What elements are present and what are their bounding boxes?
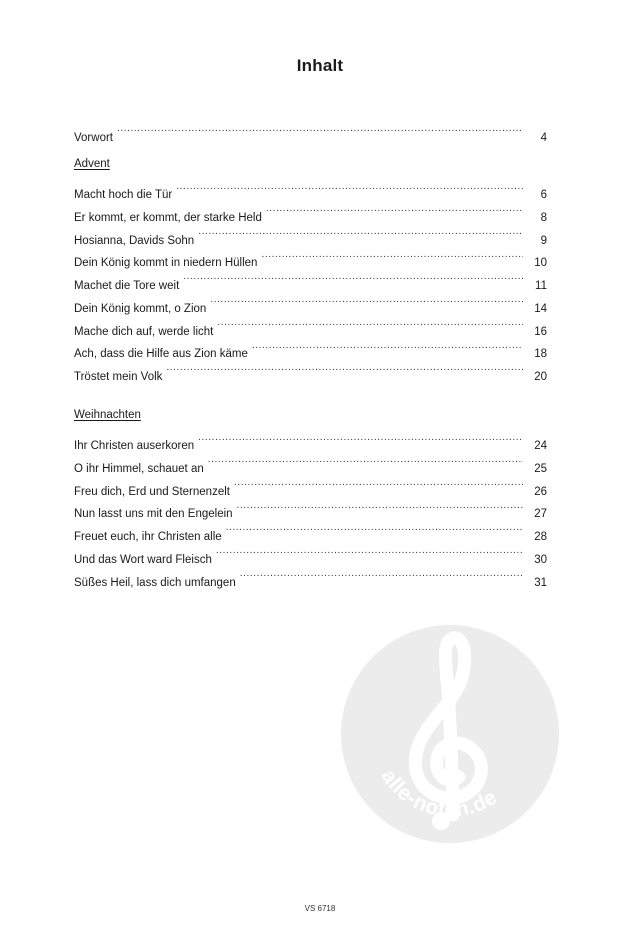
- toc-leader-dots: [240, 563, 523, 586]
- toc-entry-label: Machet die Tore weit: [74, 280, 180, 293]
- toc-leader-dots: [234, 472, 523, 495]
- toc-entry-page: 25: [534, 463, 547, 476]
- toc-leader-dots: [198, 427, 523, 450]
- toc-entry-label: Vorwort: [74, 131, 113, 144]
- toc-section-advent: [74, 153, 547, 383]
- toc-entry-page: 4: [540, 131, 547, 144]
- toc-leader-dots: [216, 540, 523, 563]
- toc-section-weihnachten: [74, 404, 547, 589]
- toc-leader-dots: [183, 266, 523, 289]
- section-heading: Weihnachten: [74, 409, 141, 421]
- toc-vorwort: [74, 118, 547, 144]
- toc-entry-page: 10: [534, 257, 547, 270]
- toc-entry-page: 9: [540, 234, 547, 247]
- toc-entry-vorwort: [74, 118, 547, 144]
- toc-entry-label: Er kommt, er kommt, der starke Held: [74, 212, 262, 225]
- page-title: Inhalt: [296, 56, 344, 75]
- toc-entry-page: 26: [534, 485, 547, 498]
- toc-entry-label: Dein König kommt, o Zion: [74, 302, 207, 315]
- toc-entry-page: 14: [534, 302, 547, 315]
- toc-leader-dots: [266, 198, 523, 221]
- toc-entry-label: Freuet euch, ihr Christen alle: [74, 531, 222, 544]
- toc-leader-dots: [210, 289, 523, 312]
- watermark-logo: [341, 625, 559, 843]
- toc-entry-page: 18: [534, 348, 547, 361]
- toc-leader-dots: [252, 335, 523, 358]
- toc-entry-page: 24: [534, 440, 547, 453]
- toc-entry: [74, 176, 547, 202]
- toc-entry-page: 30: [534, 553, 547, 566]
- toc-entry-label: Dein König kommt in niedern Hüllen: [74, 257, 258, 270]
- toc-entry-label: Und das Wort ward Fleisch: [74, 553, 212, 566]
- watermark-text: alle-noten.de: [376, 765, 502, 822]
- toc-entry-page: 20: [534, 370, 547, 383]
- toc-entry-page: 28: [534, 531, 547, 544]
- toc-leader-dots: [226, 517, 523, 540]
- toc-entry-label: Macht hoch die Tür: [74, 189, 173, 202]
- toc-entry-label: Süßes Heil, lass dich umfangen: [74, 576, 236, 589]
- toc-entry-label: O ihr Himmel, schauet an: [74, 463, 204, 476]
- toc-entry-label: Mache dich auf, werde licht: [74, 325, 214, 338]
- toc-leader-dots: [176, 176, 523, 199]
- toc-entry-page: 6: [540, 189, 547, 202]
- toc-entry-page: 31: [534, 576, 547, 589]
- page-footer: VS 6718: [304, 904, 336, 913]
- toc-entry: [74, 427, 547, 453]
- toc-entry-label: Nun lasst uns mit den Engelein: [74, 508, 233, 521]
- toc-entry-label: Tröstet mein Volk: [74, 370, 163, 383]
- toc-leader-dots: [117, 118, 523, 141]
- toc-leader-dots: [261, 244, 523, 267]
- toc-leader-dots: [198, 221, 523, 244]
- toc-entry-page: 16: [534, 325, 547, 338]
- toc-entry-label: Ihr Christen auserkoren: [74, 440, 195, 453]
- section-heading: Advent: [74, 158, 110, 170]
- toc-entry-label: Hosianna, Davids Sohn: [74, 234, 195, 247]
- toc-leader-dots: [208, 449, 523, 472]
- toc-leader-dots: [217, 312, 523, 335]
- toc-entry-label: Freu dich, Erd und Sternenzelt: [74, 485, 230, 498]
- toc-entry-page: 8: [540, 212, 547, 225]
- toc-entry-page: 27: [534, 508, 547, 521]
- toc-leader-dots: [166, 357, 523, 380]
- toc-entry-label: Ach, dass die Hilfe aus Zion käme: [74, 348, 248, 361]
- toc-leader-dots: [237, 495, 523, 518]
- toc-entry-page: 11: [535, 280, 547, 293]
